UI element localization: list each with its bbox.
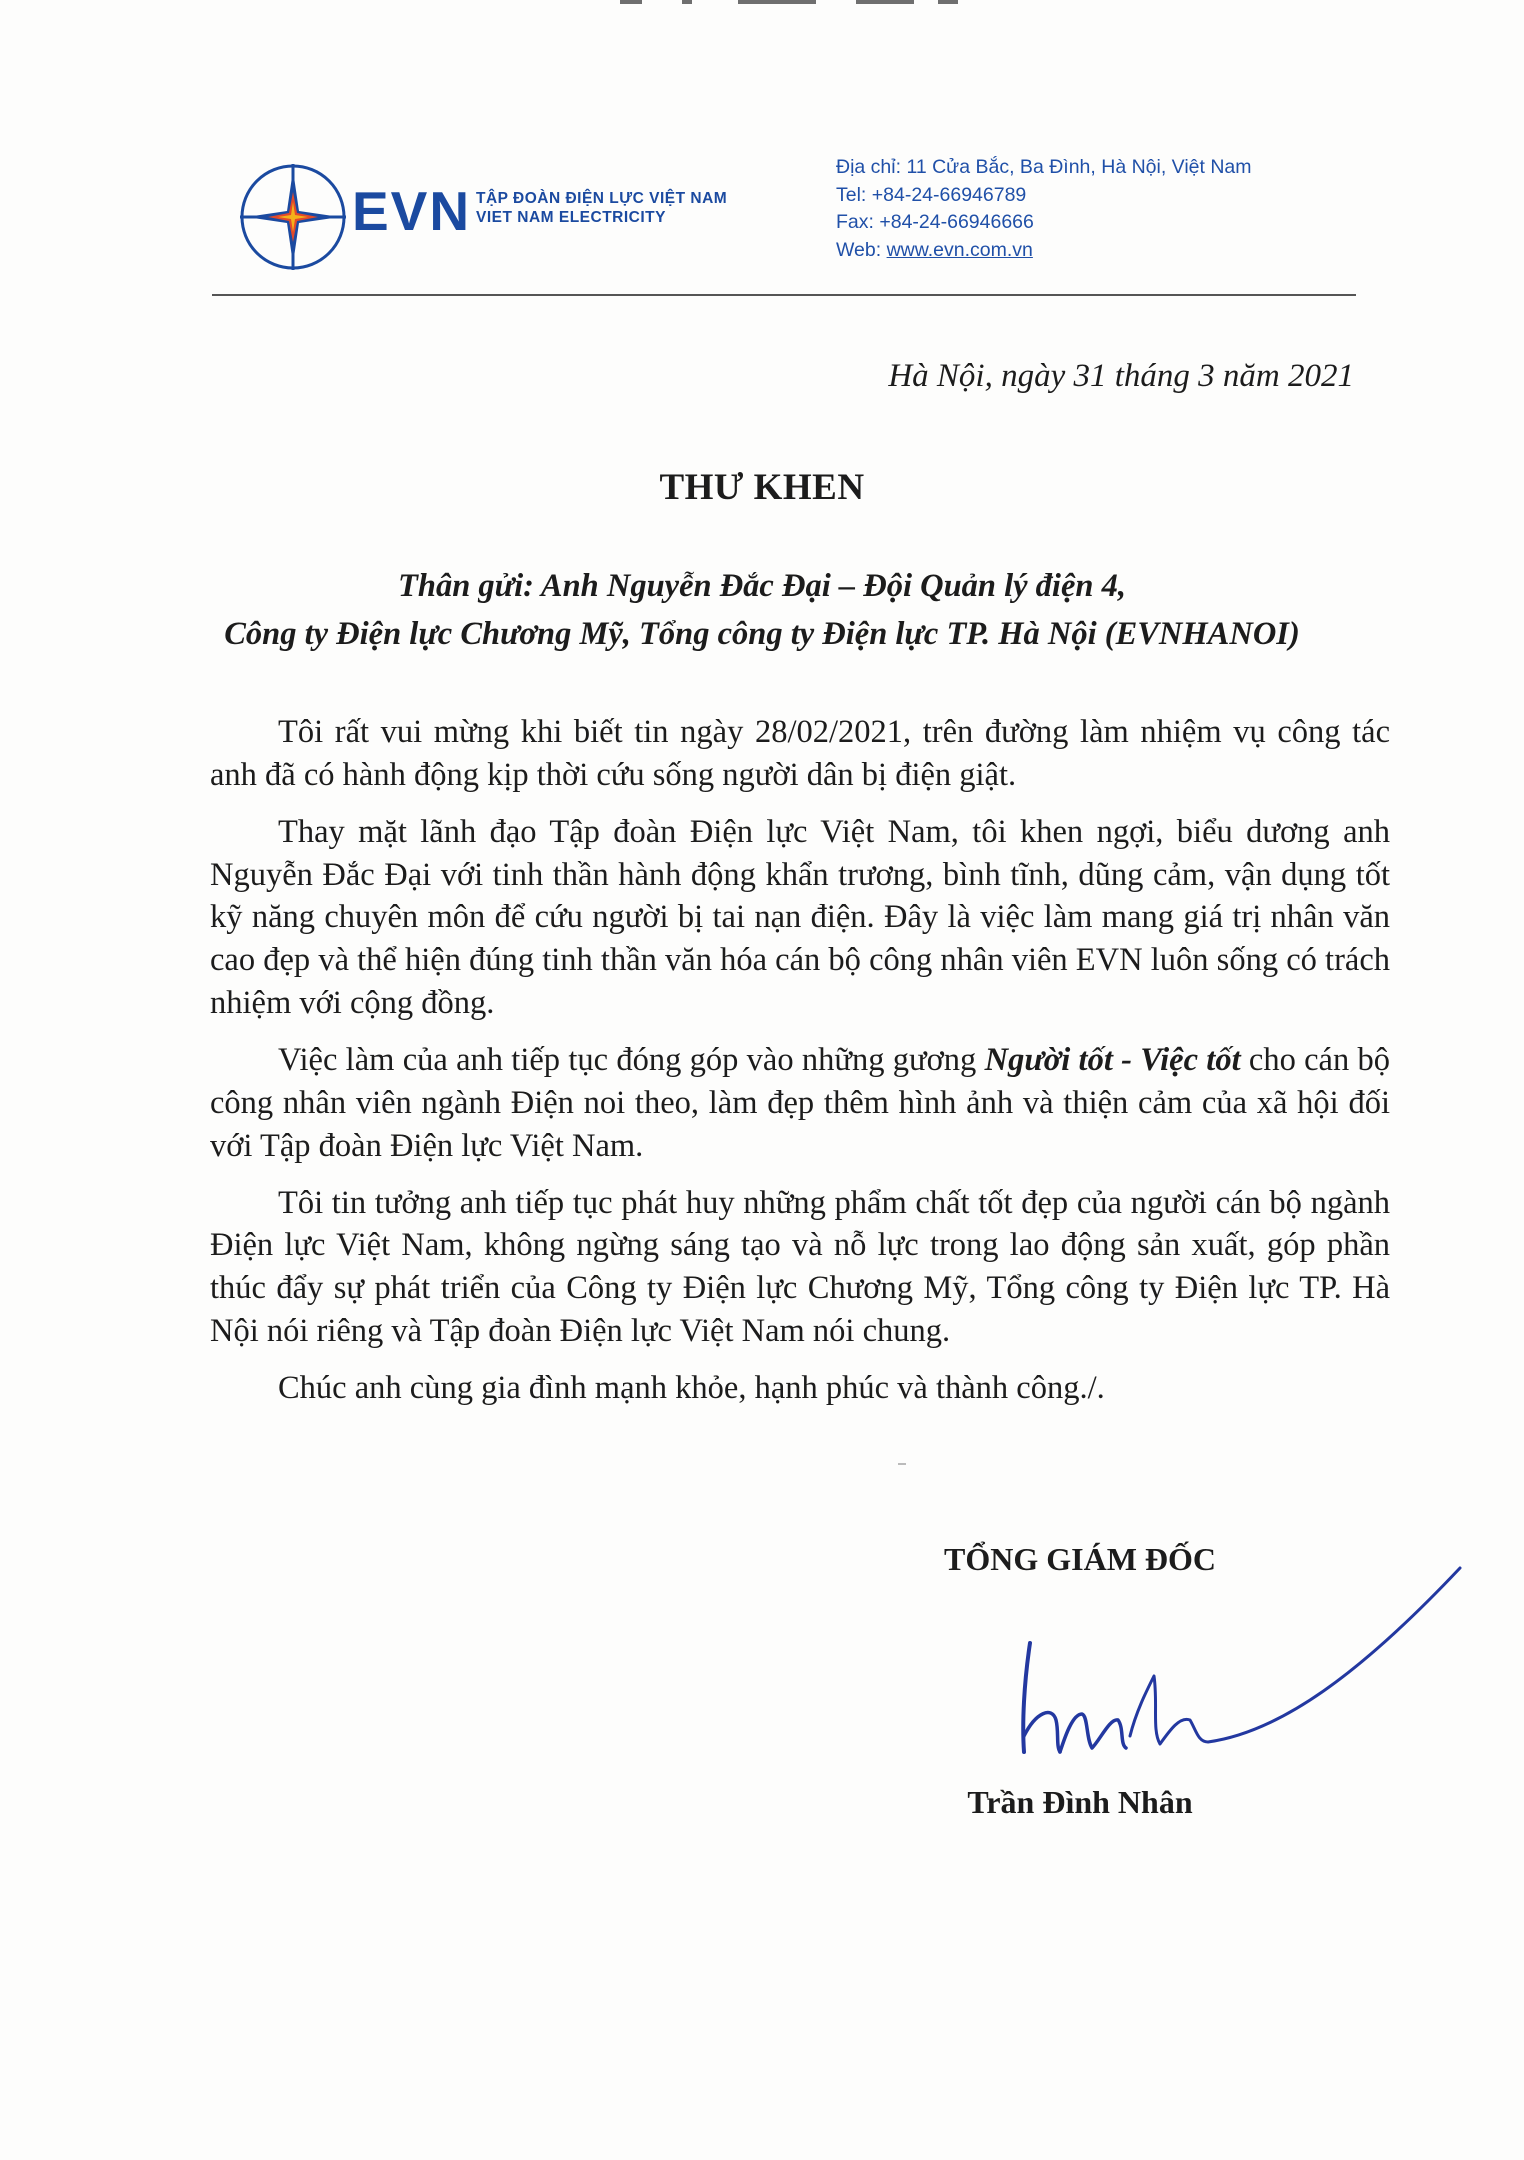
- brand-wordmark: EVN: [352, 180, 472, 242]
- paragraph-text: cho cán bộ công nhân viên ngành Điện noi theo, làm đẹp thêm hình ảnh và thiện cảm của xã hội đối với Tập đoàn Điện lực Việt Nam.: [210, 1041, 1390, 1164]
- handwritten-signature-icon: [990, 1508, 1470, 1770]
- body-paragraph: Thay mặt lãnh đạo Tập đoàn Điện lực Việt Nam, tôi khen ngợi, biểu dương anh Nguyễn Đắc Đại với tinh thần hành động khẩn trương, bình tĩnh, dũng cảm, vận dụng tốt kỹ năng chuyên môn để cứu người bị tai nạn điện. Đây là việc làm mang giá trị nhân văn cao đẹp và thể hiện đúng tinh thần văn hóa cán bộ công nhân viên EVN luôn sống có trách nhiệm với cộng đồng.: [210, 813, 1390, 1021]
- header-divider: [212, 294, 1356, 296]
- fax-line: Fax: +84-24-66946666: [836, 211, 1034, 233]
- scan-speck: [898, 1463, 906, 1465]
- scan-edge-marks: [620, 0, 960, 10]
- addressee-line-1: Thân gửi: Anh Nguyễn Đắc Đại – Đội Quản lý điện 4,: [398, 568, 1126, 604]
- web-line: [836, 237, 1252, 265]
- letter-title: THƯ KHEN: [659, 467, 865, 508]
- paragraph-text: Việc làm của anh tiếp tục đóng góp vào những gương: [278, 1041, 985, 1078]
- addressee-line-2: Công ty Điện lực Chương Mỹ, Tổng công ty Điện lực TP. Hà Nội (EVNHANOI): [224, 616, 1300, 652]
- date-line: Hà Nội, ngày 31 tháng 3 năm 2021: [888, 358, 1354, 394]
- closing-paragraph: Chúc anh cùng gia đình mạnh khỏe, hạnh phúc và thành công./.: [278, 1369, 1105, 1406]
- body-paragraph: Tôi rất vui mừng khi biết tin ngày 28/02/2021, trên đường làm nhiệm vụ công tác anh đã có hành động kịp thời cứu sống người dân bị điện giật.: [210, 714, 1390, 793]
- web-link[interactable]: www.evn.com.vn: [886, 238, 1033, 261]
- address-line: Địa chỉ: 11 Cửa Bắc, Ba Đình, Hà Nội, Việt Nam: [836, 156, 1252, 178]
- brand-name-vietnamese: TẬP ĐOÀN ĐIỆN LỰC VIỆT NAM: [476, 190, 728, 207]
- tel-line: Tel: +84-24-66946789: [836, 183, 1027, 206]
- addressee: [150, 562, 1374, 658]
- body-paragraph: [210, 1039, 1390, 1167]
- brand-subtitle: [476, 189, 727, 227]
- letter-body: [210, 711, 1390, 1424]
- contact-block: [836, 154, 1252, 264]
- brand-name-english: VIET NAM ELECTRICITY: [476, 209, 666, 226]
- emphasis-text: Người tốt - Việc tốt: [984, 1041, 1241, 1078]
- body-paragraph: Tôi tin tưởng anh tiếp tục phát huy những phẩm chất tốt đẹp của người cán bộ ngành Điện lực Việt Nam, không ngừng sáng tạo và nỗ lực trong lao động sản xuất, góp phần thúc đẩy sự phát triển của Công ty Điện lực Chương Mỹ, Tổng công ty Điện lực TP. Hà Nội nói riêng và Tập đoàn Điện lực Việt Nam nói chung.: [210, 1184, 1390, 1349]
- signer-position: TỔNG GIÁM ĐỐC: [944, 1541, 1216, 1577]
- web-label: Web:: [836, 238, 887, 261]
- evn-star-logo-icon: [238, 162, 348, 272]
- signer-name: Trần Đình Nhân: [967, 1784, 1193, 1820]
